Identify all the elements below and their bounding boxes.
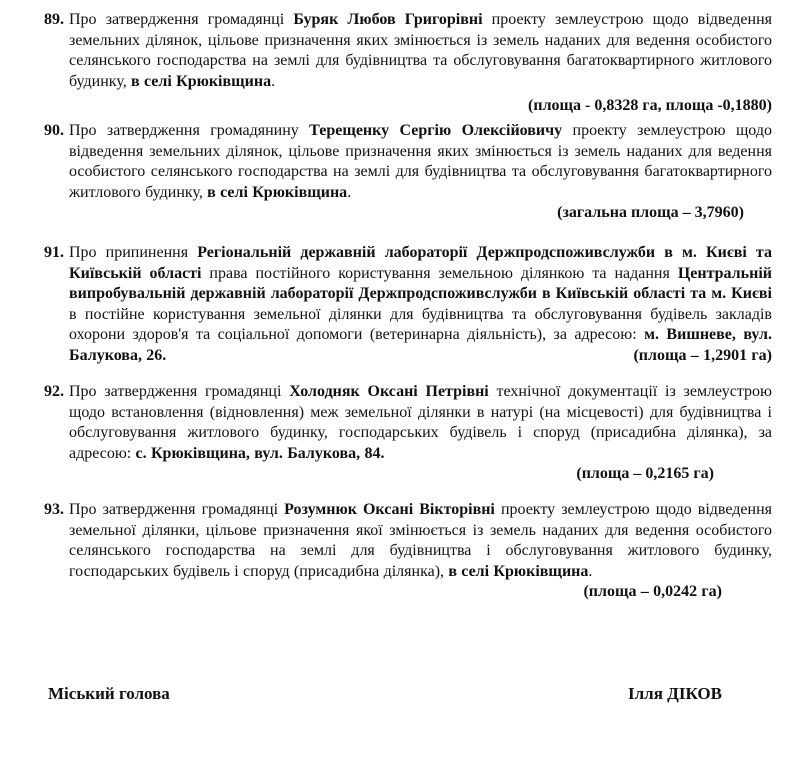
item-text: Про затвердження громадянці Розумнюк Оксані Вікторівні проекту землеустрою щодо відведення земельної ділянки, цільове призначення якої змінюється із земель наданих для ведення особистого селянського господарства на землі для будівництва і обслуговування житлового будинку, господарських будівель і споруд (присадибна ділянка), в селі Крюківщина. (площа – 0,0242 га) (44, 500, 772, 582)
item-number: 92. (44, 383, 64, 400)
decision-item-89 (44, 10, 772, 117)
organization-name: Регіональній державній лабораторії Держпродспоживслужби в м. Києві та Київській області (69, 244, 772, 282)
decision-item-90 (44, 121, 772, 224)
organization-name: Центральній випробувальній державній лабораторії Держпродспоживслужби в Київській області та м. Києві (69, 264, 772, 302)
signature-name: Ілля ДІКОВ (628, 684, 722, 703)
item-text: Про затвердження громадянці Буряк Любов Григорівні проекту землеустрою щодо відведення земельних ділянок, цільове призначення яких змінюється із земель наданих для ведення особистого селянського господарства на землі для будівництва та обслуговування багатоквартирного житлового будинку, в селі Крюківщина. (69, 11, 772, 90)
area-value: (площа - 0,8328 га, площа -0,1880) (528, 97, 772, 114)
area-value: (площа – 0,2165 га) (576, 465, 714, 482)
decision-item-92 (44, 382, 772, 485)
location: в селі Крюківщина (448, 562, 589, 580)
item-number: 89. (44, 11, 64, 28)
location: в селі Крюківщина (131, 72, 272, 90)
area-value: (площа – 0,0242 га) (583, 583, 722, 600)
area-value: (площа – 1,2901 га) (633, 346, 772, 364)
location: м. Вишневе, вул. Балукова, 26. (69, 326, 772, 364)
signature-position: Міський голова (48, 684, 170, 703)
person-name: Терещенку Сергію Олексійовичу (309, 122, 563, 139)
item-number: 93. (44, 501, 64, 518)
item-text: Про затвердження громадянину Терещенку Сергію Олексійовичу проекту землеустрою щодо відведення земельних ділянок, цільове призначення яких змінюється із земель наданих для ведення особистого селянського господарства на землі для будівництва та обслуговування багатоквартирного житлового будинку, в селі Крюківщина. (69, 122, 772, 201)
person-name: Розумнюк Оксані Вікторівні (284, 501, 495, 518)
decision-item-91 (44, 243, 772, 366)
person-name: Холодняк Оксані Петрівні (289, 383, 489, 400)
decision-item-93 (44, 500, 772, 603)
person-name: Буряк Любов Григорівні (293, 11, 483, 28)
item-number: 91. (44, 244, 64, 261)
item-text: Про припинення Регіональній державній лабораторії Держпродспоживслужби в м. Києві та Київській області права постійного користування земельною ділянкою та надання Центральній випробувальній державній лабораторії Держпродспоживслужби в Київській області та м. Києві в постійне користування земельної ділянки для будівництва та обслуговування будівель закладів охорони здоров'я та соціальної допомоги (ветеринарна діяльність), за адресою: м. Вишневе, вул. Балукова, 26. (площа – 1,2901 га) (44, 243, 772, 366)
location: с. Крюківщина, вул. Балукова, 84. (135, 444, 385, 462)
item-number: 90. (44, 122, 64, 139)
item-text: Про затвердження громадянці Холодняк Оксані Петрівні технічної документації із землеустрою щодо встановлення (відновлення) меж земельної ділянки в натурі (на місцевості) для будівництва і обслуговування житлового будинку, господарських будівель і споруд (присадибна ділянка), за адресою: с. Крюківщина, вул. Балукова, 84. (69, 383, 772, 462)
location: в селі Крюківщина (207, 183, 348, 201)
area-value: (загальна площа – 3,7960) (557, 204, 744, 221)
